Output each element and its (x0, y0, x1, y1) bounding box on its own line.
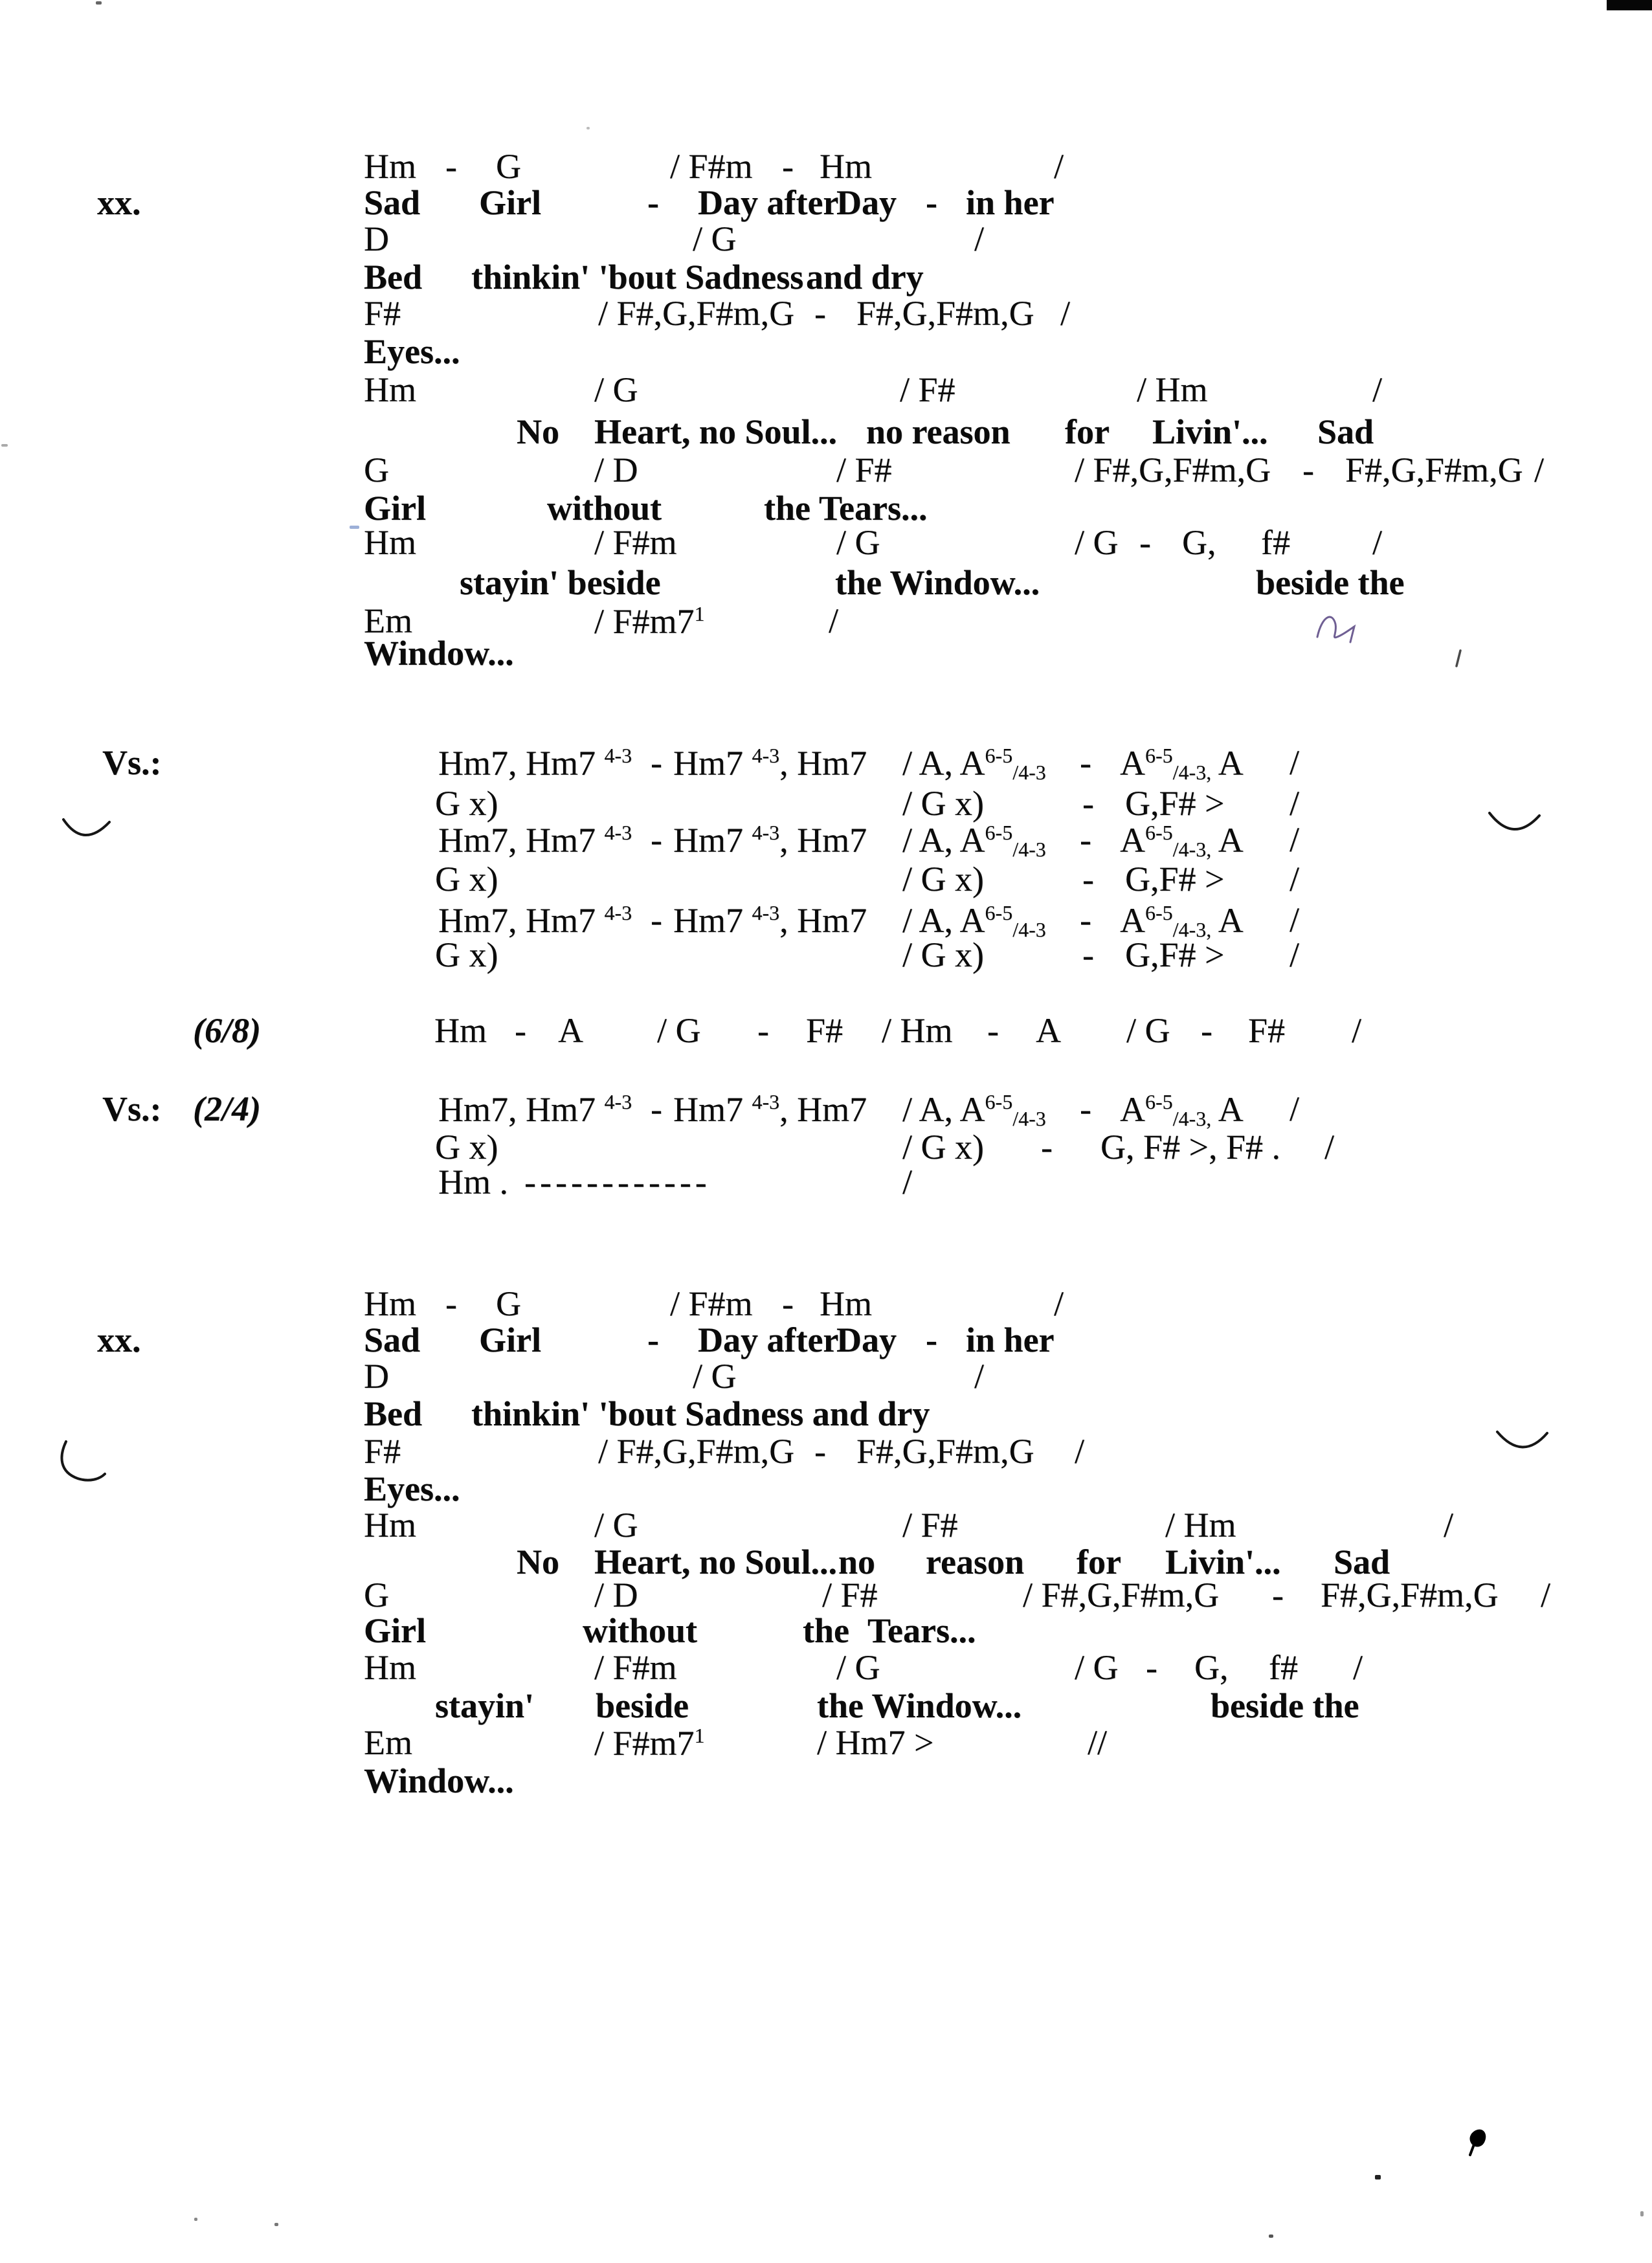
chord-text: / G (657, 1011, 701, 1050)
chord-text: / (1541, 1576, 1551, 1614)
lyric-text: Day after (698, 1321, 839, 1359)
lyric-text: beside the (1211, 1686, 1359, 1725)
chord-text: G (496, 147, 521, 186)
lyric-text: Window... (364, 1761, 514, 1800)
chord-text: Hm7, Hm7 $^{4-3}$ (438, 744, 632, 783)
chord-text: - (1080, 743, 1091, 782)
meter-label: (2/4) (193, 1089, 261, 1128)
chord-text: Em (364, 1723, 412, 1762)
chord-text: Hm (820, 147, 872, 186)
chord-text: G x) (435, 935, 498, 974)
chord-text: / (974, 219, 985, 258)
ink-speck (1375, 2175, 1381, 2179)
lyric-text: beside (596, 1686, 689, 1725)
ink-speck (1269, 2235, 1273, 2238)
chord-text: / (1324, 1128, 1335, 1166)
chord-text: G,F# > (1125, 784, 1225, 823)
chord-text: - (1041, 1128, 1053, 1166)
chord-text: Hm (364, 1506, 416, 1544)
chord-text: Hm (364, 147, 416, 186)
chord-text: G x) (435, 1128, 498, 1166)
chord-text: A (1036, 1011, 1061, 1050)
chord-text: / G (1075, 1648, 1119, 1687)
chord-text: - (651, 820, 662, 859)
ink-speck (586, 127, 590, 129)
lyric-text: Bed (364, 258, 423, 296)
chord-text: / F#,G,F#m,G (1023, 1576, 1220, 1614)
chord-text: / (1353, 1648, 1363, 1687)
chord-text: / $F\#m7^1$ (594, 1724, 705, 1763)
chord-text: / G (594, 1506, 638, 1544)
chord-text: - (757, 1011, 769, 1050)
chord-text: Hm7 $^{4-3}$, Hm7 (673, 744, 867, 783)
section-label-vs: Vs.: (102, 743, 162, 782)
lyric-text: stayin' beside (460, 563, 661, 602)
chord-text: - (814, 1432, 826, 1471)
chord-text: Hm (364, 1284, 416, 1323)
chord-text: G (364, 1576, 389, 1614)
chord-text: Hm (820, 1284, 872, 1323)
chord-text: / Hm (1165, 1506, 1236, 1544)
chord-text: / (1352, 1011, 1362, 1050)
chord-text: D (364, 1357, 389, 1396)
chord-text: - (1139, 523, 1151, 562)
chord-text: - (651, 1089, 662, 1128)
lyric-text: Sad (364, 183, 421, 222)
chord-text: F# (364, 294, 401, 333)
lyric-text: the Window... (817, 1686, 1022, 1725)
chord-text: / (1054, 1284, 1064, 1323)
lyric-text: beside the (1256, 563, 1405, 602)
chord-text: F# (806, 1011, 843, 1050)
chord-text: / (1372, 523, 1383, 562)
chord-text: / (1534, 451, 1545, 489)
section-label-vs: Vs.: (102, 1089, 162, 1128)
chord-text: / F# (900, 370, 955, 409)
chord-text: Em (364, 601, 412, 640)
chord-text: / G x) (902, 784, 984, 823)
chord-text: - (782, 147, 794, 186)
lyric-text: Girl (479, 1321, 541, 1359)
lyric-text: - (647, 1321, 659, 1359)
ink-blob (1466, 2127, 1488, 2158)
chord-text: G,F# > (1125, 935, 1225, 974)
handwritten-arc-mark (58, 1440, 109, 1482)
chord-text: / F#,G,F#m,G (598, 294, 795, 333)
chord-text: Hm7 $^{4-3}$, Hm7 (673, 821, 867, 860)
chord-text: / A, $A^{6-5}_{/4-3}$ (902, 744, 1046, 784)
lyric-text: without (547, 489, 662, 528)
chord-text: Hm (364, 1648, 416, 1687)
chord-text: / (1289, 784, 1300, 823)
ink-speck (1640, 2211, 1644, 2216)
chord-text: / $F\#m7^1$ (594, 602, 705, 641)
chord-text: / F#m (594, 1648, 677, 1687)
text-line (0, 1763, 1652, 1810)
chord-text: / (974, 1357, 985, 1396)
chord-text: G (364, 451, 389, 489)
text-line (0, 1013, 1652, 1060)
chord-text: / F# (902, 1506, 958, 1544)
lyric-text: Sad (364, 1321, 421, 1359)
lyric-text: Bed (364, 1394, 423, 1433)
chord-text: A (558, 1011, 583, 1050)
lyric-text: without (583, 1611, 698, 1650)
chord-text: - (1080, 900, 1091, 939)
chord-text: F# (364, 1432, 401, 1471)
lyric-text: - (926, 183, 937, 222)
lyric-text: Day after (698, 183, 839, 222)
chord-text: / (829, 601, 839, 640)
lyric-text: Tears... (867, 1611, 976, 1650)
chord-text: Hm . (438, 1163, 508, 1201)
chord-text: / D (594, 451, 638, 489)
lyric-text: - (647, 183, 659, 222)
chord-text: - (1201, 1011, 1212, 1050)
chord-text: / G x) (902, 935, 984, 974)
lyric-text: thinkin' 'bout Sadness (471, 258, 804, 296)
chord-text: / G (693, 219, 737, 258)
lyric-text: Girl (364, 489, 426, 528)
chord-text: / (1289, 743, 1300, 782)
chord-text: - (445, 1284, 457, 1323)
lyric-text: for (1077, 1543, 1121, 1581)
lyric-text: Heart, no Soul... (594, 412, 838, 451)
text-line (0, 937, 1652, 984)
lyric-text: the Window... (835, 563, 1040, 602)
chord-text: F#,G,F#m,G (1321, 1576, 1499, 1614)
chord-text: / F#m (594, 523, 677, 562)
meter-label: (6/8) (193, 1011, 261, 1050)
chord-text: F#,G,F#m,G (856, 294, 1034, 333)
lyric-text: for (1065, 412, 1110, 451)
ink-speck (96, 1, 102, 5)
lyric-text: Window... (364, 634, 514, 673)
chord-text: - (651, 743, 662, 782)
chord-text: G x) (435, 860, 498, 898)
lyric-text: Tears... (819, 489, 928, 528)
chord-text: $A^{6-5}_{/4-3,}$ A (1120, 1090, 1244, 1130)
scan-edge-mark (1607, 0, 1652, 10)
chord-text: G, (1194, 1648, 1229, 1687)
lyric-text: No (517, 1543, 559, 1581)
lyric-text: - (926, 1321, 937, 1359)
pen-tick (1454, 649, 1463, 668)
lyric-text: in her (966, 183, 1055, 222)
chord-text: / Hm (1137, 370, 1208, 409)
ink-speck (274, 2223, 278, 2226)
lyric-text: No (517, 412, 559, 451)
chord-text: - (651, 900, 662, 939)
chord-text: D (364, 219, 389, 258)
chord-text: / (1289, 1089, 1300, 1128)
lyric-text: Eyes... (364, 332, 460, 371)
chord-text: / F# (822, 1576, 878, 1614)
chord-text: / G x) (902, 1128, 984, 1166)
chord-text: Hm7 $^{4-3}$, Hm7 (673, 901, 867, 940)
chord-text: Hm7 $^{4-3}$, Hm7 (673, 1090, 867, 1129)
chord-text: / G (594, 370, 638, 409)
chord-text: / (902, 1163, 913, 1201)
chord-text: f# (1269, 1648, 1298, 1687)
lyric-text: in her (966, 1321, 1055, 1359)
chord-text: Hm7, Hm7 $^{4-3}$ (438, 1090, 632, 1129)
chord-text: / A, $A^{6-5}_{/4-3}$ (902, 1090, 1046, 1130)
lyric-text: Sad (1317, 412, 1374, 451)
chord-text: // (1088, 1723, 1108, 1762)
chord-text: / G (836, 523, 880, 562)
text-line (0, 745, 1652, 792)
chord-text: G (496, 1284, 521, 1323)
chord-text: - (1082, 784, 1094, 823)
chord-text: $A^{6-5}_{/4-3,}$ A (1120, 821, 1244, 861)
lyric-text: stayin' (435, 1686, 535, 1725)
chord-text: Hm (434, 1011, 487, 1050)
chord-text: / F#,G,F#m,G (1075, 451, 1271, 489)
chord-text: / G (1075, 523, 1119, 562)
chord-text: / (1289, 935, 1300, 974)
lyric-text: no (838, 1543, 876, 1581)
text-line (0, 636, 1652, 682)
chord-text: / (1289, 900, 1300, 939)
chord-text: / Hm7 > (817, 1723, 934, 1762)
chord-text: / F# (836, 451, 892, 489)
lyric-text: Livin'... (1165, 1543, 1281, 1581)
handwritten-arc-mark (61, 813, 112, 847)
chord-text: - (445, 147, 457, 186)
lyric-text: Sad (1334, 1543, 1390, 1581)
chord-text: G,F# > (1125, 860, 1225, 898)
chord-text: Hm (364, 523, 416, 562)
section-label-xx: xx. (97, 1321, 141, 1359)
handwritten-arc-mark (1488, 805, 1542, 842)
chord-text: / G (836, 1648, 880, 1687)
chord-text: / F#m (670, 147, 753, 186)
lyric-text: and dry (806, 258, 924, 296)
chord-text: - (515, 1011, 526, 1050)
pen-squiggle (1313, 607, 1374, 649)
ink-speck (194, 2218, 197, 2221)
chord-text: - (1146, 1648, 1157, 1687)
chord-text: - (782, 1284, 794, 1323)
lyric-text: reason (926, 1543, 1025, 1581)
chord-text: / D (594, 1576, 638, 1614)
chord-text: $A^{6-5}_{/4-3,}$ A (1120, 744, 1244, 784)
chord-text: / (1075, 1432, 1085, 1471)
chord-text: - (1272, 1576, 1284, 1614)
lyric-text: no reason (866, 412, 1010, 451)
lyric-text: Heart, no Soul... (594, 1543, 838, 1581)
chord-text: / G (693, 1357, 737, 1396)
lyric-text: Eyes... (364, 1469, 460, 1508)
lyric-text: Girl (479, 183, 541, 222)
chord-text: F#,G,F#m,G (856, 1432, 1034, 1471)
chord-text: - (1080, 1089, 1091, 1128)
text-line (0, 1165, 1652, 1211)
chord-text: Hm7, Hm7 $^{4-3}$ (438, 821, 632, 860)
chord-text: - (1302, 451, 1314, 489)
chord-text: / (1372, 370, 1383, 409)
chord-text: - (987, 1011, 999, 1050)
lyric-text: Day (836, 1321, 897, 1359)
lyric-text: the (764, 489, 810, 528)
ink-speck (350, 526, 359, 529)
chord-text: / (1289, 860, 1300, 898)
chord-text: f# (1261, 523, 1290, 562)
chord-text: / (1054, 147, 1064, 186)
chord-text: / G x) (902, 860, 984, 898)
handwritten-arc-mark (1495, 1425, 1550, 1459)
chord-text: F#,G,F#m,G (1345, 451, 1523, 489)
chord-text: / F#,G,F#m,G (598, 1432, 795, 1471)
chord-text: G, F# >, F# . (1100, 1128, 1281, 1166)
chord-text: Hm7, Hm7 $^{4-3}$ (438, 901, 632, 940)
chord-text: / Hm (882, 1011, 953, 1050)
section-label-xx: xx. (97, 183, 141, 222)
chord-text: / A, $A^{6-5}_{/4-3}$ (902, 901, 1046, 941)
chord-text: / (1289, 820, 1300, 859)
ink-speck (1, 444, 8, 447)
chord-text: - (1082, 860, 1094, 898)
chord-text: Hm (364, 370, 416, 409)
chord-text: F# (1248, 1011, 1286, 1050)
chord-text: / F#m (670, 1284, 753, 1323)
chord-text: - (1080, 820, 1091, 859)
chord-text: G, (1182, 523, 1216, 562)
chord-text: $A^{6-5}_{/4-3,}$ A (1120, 901, 1244, 941)
chord-text: / (1444, 1506, 1454, 1544)
chord-text: G x) (435, 784, 498, 823)
chord-text: - (814, 294, 826, 333)
lyric-text: Livin'... (1152, 412, 1268, 451)
lyric-text: thinkin' 'bout Sadness and dry (471, 1394, 930, 1433)
lyric-text: the (803, 1611, 849, 1650)
chord-text: ------------ (524, 1163, 711, 1201)
lyric-text: Girl (364, 1611, 426, 1650)
chord-text: / (1060, 294, 1071, 333)
chord-text: - (1082, 935, 1094, 974)
chord-text: / A, $A^{6-5}_{/4-3}$ (902, 821, 1046, 861)
chord-text: / G (1126, 1011, 1170, 1050)
lyric-text: Day (836, 183, 897, 222)
